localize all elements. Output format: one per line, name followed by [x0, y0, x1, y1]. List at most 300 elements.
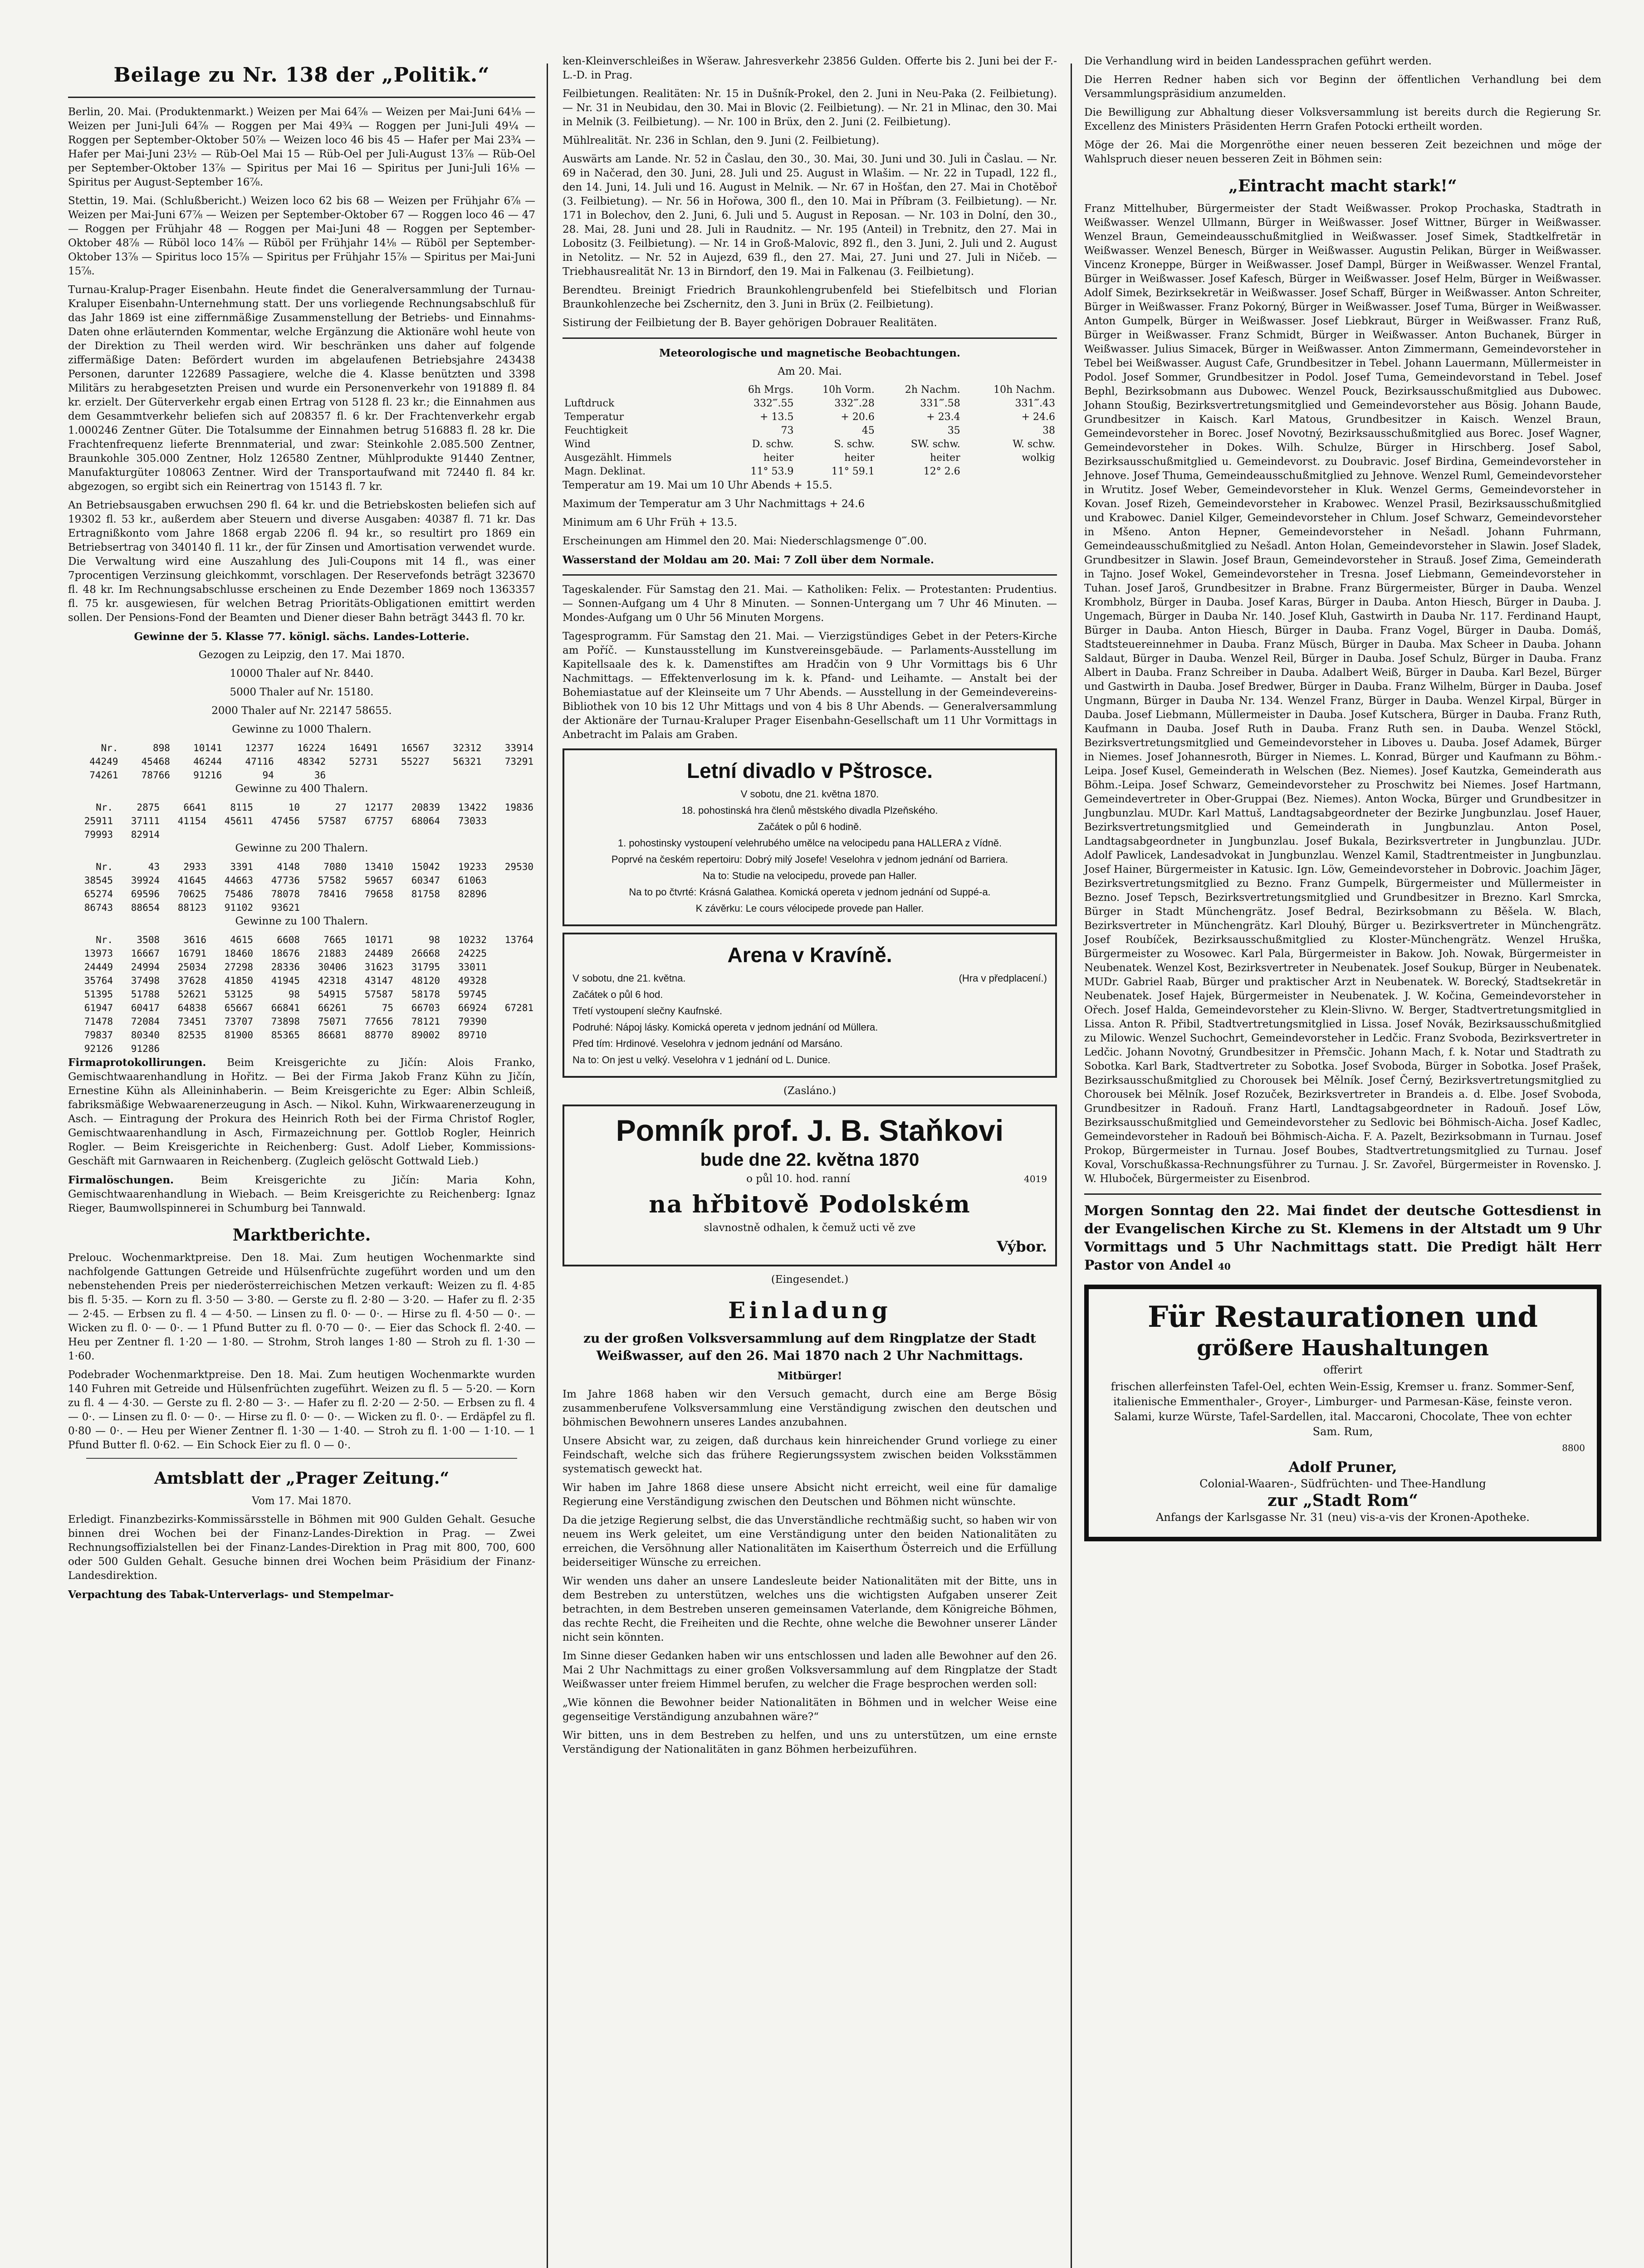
table-cell: 24994: [131, 962, 160, 973]
table-cell: 25034: [177, 962, 206, 973]
table-cell: 33914: [504, 743, 533, 753]
zaslano-label: (Zasláno.): [783, 1085, 837, 1097]
table-cell: 25911: [84, 816, 113, 826]
table-cell: 78078: [271, 889, 300, 899]
amtsblatt-end: Verpachtung des Tabak-Unterverlags- und Stempelmar-: [68, 1589, 394, 1601]
rural-auctions: Auswärts am Lande. Nr. 52 in Časlau, den 30., 30. Mai, 30. Juni und 30. Juli in Časlau. — Nr. 69 in Načerad, den 30. Juni, 28. Juli und 25. August in Wlašim. — Nr. 22 in Tupadl, 122 fl., den 14. Juni, 14. Juli und 16. August in Melnik. — Nr. 67 in Hošťan, den 27. Mai in Chotěboř (3. Feilbietung). — Nr. 56 in Hořowa, 300 fl., den 10. Mai in Příbram (3. Feilbietung). — Nr. 171 in Bolechov, den 2. Juni, 6. Juli und 5. August in Reposan. — Nr. 103 in Dolní, den 30., 28. Mai, 28. Juni und 28. Juli in Raudnitz. — Nr. 195 (Anteil) in Trebnitz, den 27. Mai in Lobositz (3. Feilbietung). — Nr. 14 in Groß-Malovic, 892 fl., den 3. Juni, 2. Juli und 2. August in Netolitz. — Nr. 52 in Aujezd, 639 fl., den 27. Mai, 27. Juni und 27. Juli in Ničeb. — Triebhausrealität Nr. 13 in Birndorf, den 19. Mai in Falkenau (3. Feilbietung).: [563, 153, 1057, 278]
table-cell: 16224: [297, 743, 326, 753]
table-cell: 79390: [458, 1016, 487, 1027]
table-cell: 45611: [224, 816, 253, 826]
table-cell: 79993: [84, 829, 113, 840]
market-prelouc: Prelouc. Wochenmarktpreise. Den 18. Mai. Zum heutigen Wochenmarkte sind nachfolgende Gattungen Getreide und Hülsenfrüchte zugeführt worden und um den nebenstehenden Preis per niederösterreichischen Metzen verkauft: Weizen zu fl. 4·85 bis fl. 5·35. — Korn zu fl. 3·50 — 3·80. — Gerste zu fl. 2·80 — 3·20. — Hafer zu fl. 2·35 — 2·45. — Erbsen zu fl. 4 — 4·50. — Linsen zu fl. 0· — 0·. — Hirse zu fl. 4·50 — 0·. — Wicken zu fl. 0· — 0·. — 1 Pfund Butter zu fl. 0·70 — 0·. — Eier das Schock fl. 2·40. — Heu per Zentner fl. 1·20 — 1·80. — Strohm, Stroh langes 1·80 — Stroh zu fl. 1·30 — 1·60.: [68, 1252, 535, 1362]
mine-auction: Berendteu. Breinigt Friedrich Braunkohlengrubenfeld bei Stiefelbitsch und Florian Braunkohlenzeche bei Zschernitz, den 3. Juni in Brüx (2. Feilbietung).: [563, 284, 1057, 310]
table-cell: 10171: [364, 934, 393, 945]
table-cell: 82914: [131, 829, 160, 840]
restaurant-supplies-ad: [1084, 1285, 1601, 1541]
amtsblatt-heading: Amtsblatt der „Prager Zeitung.“: [154, 1469, 450, 1488]
lottery-numbers-table: [68, 860, 535, 914]
invitation-title: Einladung: [728, 1297, 891, 1324]
eingesendet-label: (Eingesendet.): [771, 1274, 849, 1286]
market-podebrady: Podebrader Wochenmarktpreise. Den 18. Mai. Zum heutigen Wochenmarkte wurden 140 Fuhren mit Getreide und Hülsenfrüchten zugeführt. Weizen zu fl. 5 — 5·20. — Korn zu fl. 4 — 4·30. — Gerste zu fl. 2·80 — 3·. — Hafer zu fl. 2·20 — 2·50. — Erbsen zu fl. 4 — 0·. — Linsen zu fl. 0· — 0·. — Hirse zu fl. 0· — 0·. — Wicken zu fl. 0·. — Erdäpfel zu fl. 0·80 — 0·. — Heu per Wiener Zentner fl. 1·30 — 1·40. — Stroh zu fl. 1·00 — 1·10. — 1 Pfund Butter fl. 0·62. — Ein Schock Eier zu fl. 0 — 0·.: [68, 1369, 535, 1451]
invitation-paragraph: Im Sinne dieser Gedanken haben wir uns entschlossen und laden alle Bewohner auf den 26. Mai 2 Uhr Nachmittags zu einer großen Volksversammlung auf dem Ringplatze der Stadt Weißwasser unter freiem Himmel berufen, zu welcher die Frage besprochen werden soll:: [563, 1650, 1057, 1690]
table-cell: 37498: [131, 975, 160, 986]
table-cell: Feuchtigkeit: [564, 425, 628, 436]
table-cell: 75: [382, 1002, 393, 1013]
table-cell: Ausgezählt. Himmels: [564, 452, 672, 464]
table-cell: 88123: [177, 902, 206, 913]
table-cell: 16667: [131, 948, 160, 959]
table-cell: 2933: [183, 861, 206, 872]
invitation-paragraph: Wir bitten, uns in dem Bestreben zu helfen, und uns zu unterstützen, um eine ernste Verständigung der Nationalitäten in ganz Böhmen herbeizuführen.: [563, 1730, 1057, 1755]
table-cell: 67281: [504, 1002, 533, 1013]
table-row: [68, 987, 535, 1001]
table-cell: wolkig: [1022, 452, 1055, 464]
theatre-date: [572, 972, 1047, 985]
lottery-main-prizes: [68, 667, 535, 718]
railway-report: Turnau-Kralup-Prager Eisenbahn. Heute findet die Generalversammlung der Turnau-Kraluper Eisenbahn-Unternehmung statt. Der uns vorliegende Rechnungsabschluß für das Jahr 1869 ist eine ziffernmäßige Zusammenstellung der Betriebs- und Einnahms-Daten ohne erläuternden Kommentar, welche Ergänzung die Aktionäre wohl heute von der Direktion zu Theil werden wird. Wir beschränken uns daher auf folgende ziffermäßige Daten: Befördert wurden im abgelaufenen Betriebsjahre 243438 Personen, darunter 122689 Passagiere, welche die 4. Klasse benützten und 3398 Militärs zu herabgesetzten Preisen und wurde ein Personenverkehr von 191889 fl. 84 kr. erzielt. Der Güterverkehr ergab einen Ertrag von 5128 fl. 23 kr.; die Einnahmen aus dem Gesammtverkehr beliefen sich auf 208357 fl. 6 kr. Der Frachtenverkehr ergab 1.000246 Zentner Güter. Die Totalsumme der Einnahmen betrug 516883 fl. 28 kr. Die Frachtenfrequenz lieferte Brennmaterial, und zwar: Steinkohle 2.085.500 Zentner, Braunkohle 305.000 Zentner, Holz 126580 Zentner, Mühlprodukte 91440 Zentner, Manufakturgüter 108063 Zentner. Wird der Transportaufwand mit 72440 fl. 84 kr. abgezogen, so ergibt sich ein Reinertrag von 15143 fl. 7 kr.: [68, 284, 535, 493]
table-cell: 10232: [458, 934, 487, 945]
table-cell: 58178: [411, 989, 440, 1000]
table-cell: 12377: [245, 743, 274, 753]
lottery-prize-groups: [68, 723, 535, 1056]
lottery-main-prize: 10000 Thaler auf Nr. 8440.: [230, 668, 374, 679]
table-cell: 60417: [131, 1002, 160, 1013]
table-row: [68, 1028, 535, 1042]
table-cell: 2875: [137, 802, 160, 813]
table-cell: 19233: [458, 861, 487, 872]
column-separator: [1071, 64, 1072, 2268]
header-rule: [68, 97, 535, 98]
ad-subtitle: größere Haushaltungen: [1197, 1335, 1489, 1361]
ad-merchant-sign: zur „Stadt Rom“: [1267, 1491, 1418, 1510]
firm-registrations-title: Firmaprotokollirungen.: [68, 1056, 206, 1069]
table-cell: 86743: [84, 902, 113, 913]
table-row: [563, 424, 1057, 438]
table-row: [563, 397, 1057, 411]
table-cell: 85365: [271, 1030, 300, 1041]
table-cell: 59745: [458, 989, 487, 1000]
invitation-language-note: Die Verhandlung wird in beiden Landessprachen geführt werden.: [1084, 55, 1432, 67]
table-cell: 19836: [504, 802, 533, 813]
table-cell: 43: [148, 861, 160, 872]
table-cell: 94: [262, 770, 274, 781]
table-cell: heiter: [763, 452, 794, 464]
table-cell: 36: [314, 770, 326, 781]
table-cell: 33011: [458, 962, 487, 973]
table-cell: 73291: [504, 756, 533, 767]
table-cell: 59657: [364, 875, 393, 886]
table-cell: 52621: [177, 989, 206, 1000]
table-cell: 70625: [177, 889, 206, 899]
market-reports-heading: Marktberichte.: [232, 1226, 371, 1245]
auctions: Feilbietungen. Realitäten: Nr. 15 in Dušník-Prokel, den 2. Juni in Neu-Paka (2. Feilbietung). — Nr. 31 in Neubidau, den 30. Mai in Blovic (2. Feilbietung). — Nr. 21 in Mlinac, den 30. Mai in Melnik (3. Feilbietung). — Nr. 100 in Brüx, den 2. Juni (2. Feilbietung).: [563, 88, 1057, 128]
table-cell: Nr.: [96, 861, 113, 872]
weather-note: Minimum am 6 Uhr Früh + 13.5.: [563, 517, 738, 528]
table-cell: + 24.6: [1021, 411, 1055, 423]
monument-date: bude dne 22. května 1870: [700, 1150, 920, 1170]
weather-table: [563, 383, 1057, 479]
table-cell: 91102: [224, 902, 253, 913]
table-cell: 35: [947, 425, 960, 436]
table-cell: 80340: [131, 1030, 160, 1041]
table-cell: 73: [781, 425, 794, 436]
table-cell: 13410: [364, 861, 393, 872]
table-cell: 52731: [349, 756, 378, 767]
table-cell: [255, 828, 302, 841]
table-cell: 42318: [318, 975, 347, 986]
ad-title: Für Restaurationen und: [1148, 1300, 1538, 1334]
weather-note: Temperatur am 19. Mai um 10 Uhr Abends + 15.5.: [563, 479, 832, 491]
invitation-headline: zu der großen Volksversammlung auf dem Ringplatze der Stadt Weißwasser, auf den 26. Mai 1870 nach 2 Uhr Nachmittags.: [583, 1331, 1036, 1363]
table-cell: 46244: [193, 756, 222, 767]
table-cell: 81900: [224, 1030, 253, 1041]
table-cell: 51395: [84, 989, 113, 1000]
table-cell: 48120: [411, 975, 440, 986]
theatre-line: 1. pohostinsky vystoupení velehrubého umělce na velocipedu pana HALLERA z Vídně.: [617, 837, 1002, 849]
table-cell: Nr.: [101, 743, 118, 753]
ad-merchant-name: Adolf Pruner,: [1288, 1458, 1397, 1476]
newspaper-page: [68, 54, 1601, 2268]
table-cell: + 23.4: [926, 411, 960, 423]
weather-note: Maximum der Temperatur am 3 Uhr Nachmittags + 24.6: [563, 498, 865, 510]
table-cell: [302, 901, 348, 914]
table-cell: 77656: [364, 1016, 393, 1027]
table-cell: + 13.5: [760, 411, 794, 423]
table-cell: 91216: [193, 770, 222, 781]
table-cell: [208, 1042, 255, 1056]
monument-time: [572, 1172, 1047, 1186]
weather-column-header: 10h Nachm.: [993, 384, 1055, 396]
table-cell: 82896: [458, 889, 487, 899]
table-cell: 41154: [177, 816, 206, 826]
table-row: [68, 768, 535, 782]
table-cell: 49328: [458, 975, 487, 986]
table-cell: 6641: [183, 802, 206, 813]
table-cell: 81758: [411, 889, 440, 899]
table-cell: Nr.: [96, 802, 113, 813]
section-rule: [563, 337, 1057, 339]
theatre-line: Před tím: Hrdinové. Veselohra v jednom jednání od Marsáno.: [572, 1038, 843, 1049]
table-cell: 48342: [297, 756, 326, 767]
table-row: [68, 828, 535, 841]
table-cell: 53125: [224, 989, 253, 1000]
invitation-body: [563, 1388, 1057, 1757]
day-calendar: Tageskalender. Für Samstag den 21. Mai. — Katholiken: Felix. — Protestanten: Prudentius. — Sonnen-Aufgang um 4 Uhr 8 Minuten. — Sonnen-Untergang um 7 Uhr 46 Minuten. — Mondes-Aufgang um 0 Uhr 56 Minuten Morgens.: [563, 584, 1057, 624]
table-cell: [395, 901, 442, 914]
table-cell: 35764: [84, 975, 113, 986]
table-cell: 332‴.28: [834, 398, 875, 409]
table-cell: [395, 828, 442, 841]
weather-note: Erscheinungen am Himmel den 20. Mai: Niederschlagsmenge 0‴.00.: [563, 535, 927, 547]
table-cell: 73898: [271, 1016, 300, 1027]
table-cell: 3508: [137, 934, 160, 945]
table-cell: 98: [288, 989, 300, 1000]
invitation-paragraph: Da die jetzige Regierung selbst, die das Unverständliche rechtmäßig sucht, so haben wir von neuem ins Werk geleitet, um eine Verständigung unter den beiden Nationalitäten zu erreichen, die Versöhnung aller Nationalitäten im Kaiserthum Österreich und die Erfüllung beiderseitiger Wünsche zu erreichen.: [563, 1515, 1057, 1569]
table-cell: 57587: [318, 816, 347, 826]
table-cell: 37628: [177, 975, 206, 986]
section-rule: [86, 1458, 517, 1459]
table-cell: 41645: [177, 875, 206, 886]
table-cell: 39924: [131, 875, 160, 886]
table-cell: 66261: [318, 1002, 347, 1013]
table-cell: 61947: [84, 1002, 113, 1013]
table-cell: 332‴.55: [754, 398, 794, 409]
table-cell: 44249: [89, 756, 118, 767]
lottery-main-prize: 2000 Thaler auf Nr. 22147 58655.: [211, 705, 392, 717]
table-cell: 66703: [411, 1002, 440, 1013]
table-cell: 15042: [411, 861, 440, 872]
table-cell: 18676: [271, 948, 300, 959]
table-cell: 78121: [411, 1016, 440, 1027]
table-cell: 54915: [318, 989, 347, 1000]
theatre-title: Letní divadlo v Pštrosce.: [687, 759, 933, 782]
table-cell: 45: [861, 425, 875, 436]
page-header-title: Beilage zu Nr. 138 der „Politik.“: [113, 64, 490, 87]
invitation-permission-note: Die Bewilligung zur Abhaltung dieser Volksversammlung ist bereits durch die Regierung Sr. Excellenz des Ministers Präsidenten Herrn Grafen Potocki ertheilt worden.: [1084, 107, 1601, 132]
table-cell: 78416: [318, 889, 347, 899]
mill-auction: Mühlrealität. Nr. 236 in Schlan, den 9. Juni (2. Feilbietung).: [563, 135, 880, 147]
table-cell: 56321: [453, 756, 482, 767]
table-row: [68, 960, 535, 974]
table-row: [68, 860, 535, 874]
auction-suspension: Sistirung der Feilbietung der B. Bayer gehörigen Dobrauer Realitäten.: [563, 317, 937, 329]
ad-number: 8800: [1562, 1442, 1585, 1453]
lottery-main-prize: 5000 Thaler auf Nr. 15180.: [230, 686, 374, 698]
table-row: [68, 755, 535, 768]
table-cell: 37111: [131, 816, 160, 826]
lottery-title: Gewinne der 5. Klasse 77. königl. sächs. Landes-Lotterie.: [134, 631, 470, 643]
table-cell: 31623: [364, 962, 393, 973]
invitation-motto: „Eintracht macht stark!“: [1228, 176, 1457, 196]
table-cell: [302, 1042, 348, 1056]
invitation-salutation: Mitbürger!: [777, 1370, 842, 1382]
lottery-group-label: Gewinne zu 1000 Thalern.: [232, 723, 372, 735]
lottery-group-label: Gewinne zu 400 Thalern.: [235, 783, 368, 795]
table-cell: 79837: [84, 1030, 113, 1041]
table-cell: 11° 53.9: [750, 466, 794, 477]
table-cell: 7080: [323, 861, 347, 872]
table-cell: 89002: [411, 1030, 440, 1041]
table-cell: Wind: [564, 439, 591, 450]
table-cell: 27298: [224, 962, 253, 973]
weather-date: Am 20. Mai.: [778, 366, 842, 377]
table-cell: [208, 828, 255, 841]
ad-text: frischen allerfeinsten Tafel-Oel, echten Wein-Essig, Kremser u. franz. Sommer-Senf, italienische Emmenthaler-, Groyer-, Limburger- und Parmesan-Käse, feinste veron. Salami, kurze Würste, Tafel-Sardellen, ital. Maccaroni, Chocolate, Thee von echter Sam. Rum,: [1111, 1380, 1575, 1438]
table-cell: 89710: [458, 1030, 487, 1041]
table-cell: [328, 768, 379, 782]
table-cell: 21883: [318, 948, 347, 959]
table-cell: 10: [288, 802, 300, 813]
monument-signature: Výbor.: [997, 1238, 1047, 1255]
theatre-line: Třetí vystoupení slečny Kaufnské.: [572, 1005, 723, 1017]
table-cell: 44663: [224, 875, 253, 886]
column-3: [1084, 54, 1601, 1541]
table-row: [563, 438, 1057, 451]
table-cell: 331‴.58: [920, 398, 960, 409]
table-cell: Temperatur: [564, 411, 624, 423]
table-cell: 47736: [271, 875, 300, 886]
lottery-numbers-table: [68, 741, 535, 782]
ad-number: 40: [1218, 1261, 1231, 1272]
table-row: [68, 801, 535, 814]
table-cell: 86681: [318, 1030, 347, 1041]
table-cell: [348, 828, 395, 841]
lottery-subtitle: Gezogen zu Leipzig, den 17. Mai 1870.: [198, 649, 405, 661]
table-cell: 98: [428, 934, 440, 945]
lottery-group-label: Gewinne zu 200 Thalern.: [235, 842, 368, 854]
invitation-speakers-note: Die Herren Redner haben sich vor Beginn der öffentlichen Verhandlung bei dem Versammlungspräsidium anzumelden.: [1084, 74, 1601, 100]
invitation-closing: Möge der 26. Mai die Morgenröthe einer neuen besseren Zeit bezeichnen und möge der Wahlspruch dieser neuen besseren Zeit in Böhmen sein:: [1084, 139, 1601, 165]
church-service-notice: [1084, 1202, 1601, 1276]
table-cell: [161, 828, 208, 841]
table-cell: 38545: [84, 875, 113, 886]
table-cell: 38: [1042, 425, 1055, 436]
table-row: [68, 1001, 535, 1015]
theatre-line: 18. pohostinská hra členů městského divadla Plzeňského.: [681, 805, 938, 816]
table-cell: 71478: [84, 1016, 113, 1027]
table-cell: [380, 768, 431, 782]
lottery-numbers-table: [68, 801, 535, 841]
table-cell: 60347: [411, 875, 440, 886]
table-cell: 16791: [177, 948, 206, 959]
table-cell: [348, 901, 395, 914]
table-cell: 31795: [411, 962, 440, 973]
table-cell: 73707: [224, 1016, 253, 1027]
monument-title: Pomník prof. J. B. Staňkovi: [616, 1114, 1004, 1147]
table-cell: 73451: [177, 1016, 206, 1027]
table-cell: 88770: [364, 1030, 393, 1041]
theatre-title: Arena v Kravíně.: [727, 943, 892, 967]
table-row: [68, 974, 535, 987]
theatre-line: Začátek o půl 6 hodině.: [758, 821, 862, 832]
theatre-line: Na to: On jest u velký. Veselohra v 1 jednání od L. Dunice.: [572, 1054, 831, 1066]
day-program: Tagesprogramm. Für Samstag den 21. Mai. — Vierzigstündiges Gebet in der Peters-Kirche am Poříč. — Kunstausstellung im Kunstvereinsgebäude. — Parlaments-Ausstellung im Kapitellsaale des k. k. Damenstiftes am Hradčin von 9 Uhr Vormittags bis 6 Uhr Nachmittags. — Effektenverlosung im k. k. Pfand- und Leihamte. — Anstalt bei der Bohemiastatue auf der Kleinseite um 7 Uhr Abends. — Ausstellung in der Gemeindevereins-Bibliothek von 10 bis 12 Uhr Mittags und von 4 bis 8 Uhr Abends. — Generalversammlung der Aktionäre der Turnau-Kraluper Prager Eisenbahn-Gesellschaft um 11 Uhr Vormittags in Anbetracht im Palais am Graben.: [563, 631, 1057, 741]
lottery-group-label: Gewinne zu 100 Thalern.: [235, 915, 368, 927]
invitation-paragraph: Wir wenden uns daher an unsere Landesleute beider Nationalitäten mit der Bitte, uns in dem Bestreben zu unterstützen, welches uns die wichtigsten Aufgaben unserer Zeit betrachten, in dem Bestreben unseren gemeinsamen Vaterlande, dem Königreiche Böhmen, das rechte Recht, die Freiheiten und die Rechte, ohne welche die Bewohner unserer Länder nicht sein könnten.: [563, 1575, 1057, 1643]
tabak-offer: ken-Kleinverschleißes in Wšeraw. Jahresverkehr 23856 Gulden. Offerte bis 2. Juni bei der F.-L.-D. in Prag.: [563, 55, 1057, 81]
theatre-line: Na to: Studie na velocipedu, provede pan Haller.: [702, 870, 917, 881]
table-cell: 64838: [177, 1002, 206, 1013]
table-cell: Luftdruck: [564, 398, 615, 409]
weather-column-header: 2h Nachm.: [905, 384, 960, 396]
market-report-stettin: Stettin, 19. Mai. (Schlußbericht.) Weizen loco 62 bis 68 — Weizen per Frühjahr 6⅞ — Weizen per Mai-Juni 67⅞ — Weizen per September-Oktober 67 — Roggen loco 46 — 47 — Roggen per Frühjahr 48 — Roggen per Mai-Juni 48 — Roggen per September-Oktober 48⅞ — Rüböl loco 14⅞ — Rüböl per Frühjahr 14⅛ — Rüböl per September-Oktober 13⅞ — Spiritus loco 15⅞ — Spiritus per Frühjahr 15⅞ — Spiritus per Mai-Juni 15⅞.: [68, 195, 535, 277]
table-cell: 73033: [458, 816, 487, 826]
monument-line: slavnostně odhalen, k čemuž ucti vě zve: [704, 1222, 916, 1234]
weather-column-header: 10h Vorm.: [822, 384, 875, 396]
table-cell: [484, 768, 536, 782]
table-cell: 93621: [271, 902, 300, 913]
section-rule: [563, 574, 1057, 576]
table-cell: 68064: [411, 816, 440, 826]
table-cell: 78766: [141, 770, 170, 781]
railway-report-continued: An Betriebsausgaben erwuchsen 290 fl. 64 kr. und die Betriebskosten beliefen sich auf 19302 fl. 53 kr., außerdem aber Steuern und diverse Ausgaben: 40387 fl. 71 kr. Das Ertragnißkonto vom Jahre 1868 ergab 2206 fl. 94 kr., so resultirt pro 1869 ein Betriebsertrag von 340140 fl. 11 kr., der für Zinsen und Amortisation verwendet wurde. Die Verwaltung wird eine Auszahlung des Juli-Coupons mit 14 fl., was einer 7procentigen Verzinsung gleichkommt, vorschlagen. Der Reservefonds beträgt 323670 fl. 48 kr. Im Rechnungsabschlusse erscheinen zu Ende Dezember 1869 noch 1363357 fl. 75 kr. ausgewiesen, für welchen Betrag Prioritäts-Obligationen emittirt werden sollen. Der Pensions-Fond der Beamten und Diener dieser Bahn beträgt 3443 fl. 70 kr.: [68, 499, 535, 624]
theatre-note: (Hra v předplacení.): [959, 973, 1047, 984]
theatre-line: Začátek o půl 6 hod.: [572, 989, 663, 1000]
table-cell: 3616: [183, 934, 206, 945]
table-row: [68, 901, 535, 914]
table-cell: 66924: [458, 1002, 487, 1013]
table-cell: 4615: [230, 934, 253, 945]
invitation-paragraph: Im Jahre 1868 haben wir den Versuch gemacht, durch eine am Berge Bösig zusammenberufene Volksversammlung eine Verständigung zwischen den deutschen und böhmischen Bewohnern unseres Landes anzubahnen.: [563, 1388, 1057, 1428]
table-cell: 41850: [224, 975, 253, 986]
table-row: [68, 947, 535, 960]
theatre-line: Podruhé: Nápoj lásky. Komická opereta v jednom jednání od Müllera.: [572, 1022, 878, 1033]
table-cell: [442, 1042, 489, 1056]
table-cell: 30406: [318, 962, 347, 973]
table-cell: 75486: [224, 889, 253, 899]
table-cell: [442, 828, 489, 841]
table-cell: [255, 1042, 302, 1056]
amtsblatt-text: Erledigt. Finanzbezirks-Kommissärsstelle in Böhmen mit 900 Gulden Gehalt. Gesuche binnen drei Wochen bei der Finanz-Landes-Direktion in Prag. — Zwei Rechnungsoffizialstellen bei der Finanz-Landes-Direktion in Prag mit 800, 700, 600 oder 500 Gulden Gehalt. Gesuche binnen drei Wochen beim Präsidium der Finanz-Landesdirektion.: [68, 1514, 535, 1582]
table-cell: [962, 465, 1057, 479]
table-cell: 13973: [84, 948, 113, 959]
table-cell: Magn. Deklinat.: [564, 466, 646, 477]
firm-deletions-text: Beim Kreisgerichte zu Jičín: Maria Kohn, Gemischtwaarenhandlung in Wiebach. — Beim Kreisgerichte zu Reichenberg: Ignaz Rieger, Baumwollspinnerei in Schumburg bei Tannwald.: [68, 1174, 536, 1214]
monument-ad: [563, 1105, 1057, 1266]
table-cell: [395, 1042, 442, 1056]
table-cell: 57587: [364, 989, 393, 1000]
firm-deletions: [68, 1173, 535, 1216]
firm-registrations-text: Beim Kreisgerichte zu Jičín: Alois Franko, Gemischtwaarenhandlung in Hořitz. — Bei der Firma Jakob Franz Kühn zu Jičín, Ernestine Kühn als Alleininhaberin. — Beim Kreisgerichte zu Eger: Albin Schleiß, fabriksmäßige Webwaarenerzeugung in Asch. — Nikol. Kuhn, Wirkwaarenerzeugung in Asch. — Eintragung der Prokura des Heinrich Roth bei der Firma Christof Rogler, Gemischtwaarenhandlung in Asch, Firmazeichnung per. Gottlob Rogler, Heinrich Rogler. — Beim Kreisgerichte in Reichenberg: Gust. Adolf Lieber, Kommissions-Geschäft mit Garnwaaren in Reichenberg. (Zugleich gelöscht Gottwald Lieb.): [68, 1057, 535, 1167]
table-cell: 13764: [504, 934, 533, 945]
theatre-date: V sobotu, dne 21. května 1870.: [740, 788, 879, 800]
table-cell: 11° 59.1: [831, 466, 875, 477]
table-row: [563, 451, 1057, 465]
table-cell: [161, 1042, 208, 1056]
table-cell: 24449: [84, 962, 113, 973]
table-cell: 13422: [458, 802, 487, 813]
table-row: [68, 874, 535, 887]
table-row: [68, 1042, 535, 1056]
table-cell: 43147: [364, 975, 393, 986]
table-cell: 47456: [271, 816, 300, 826]
column-1: [68, 54, 535, 1606]
table-cell: 47116: [245, 756, 274, 767]
table-cell: 55227: [401, 756, 430, 767]
table-cell: 24489: [364, 948, 393, 959]
table-cell: 26668: [411, 948, 440, 959]
table-row: [563, 465, 1057, 479]
ad-number: 4019: [1024, 1173, 1047, 1184]
column-2: [563, 54, 1057, 1761]
table-row: [68, 814, 535, 828]
table-row: [68, 1015, 535, 1028]
table-cell: 18460: [224, 948, 253, 959]
table-cell: heiter: [930, 452, 960, 464]
theatre-line: K závěrku: Le cours vélocipede provede pan Haller.: [695, 903, 924, 914]
table-cell: [302, 828, 348, 841]
weather-column-header: 6h Mrgs.: [748, 384, 794, 396]
table-cell: 65667: [224, 1002, 253, 1013]
table-cell: 61063: [458, 875, 487, 886]
column-separator: [547, 64, 548, 2268]
table-cell: 67757: [364, 816, 393, 826]
theatre-ad-kravin: [563, 933, 1057, 1078]
table-cell: 72084: [131, 1016, 160, 1027]
ad-merchant-firm: Colonial-Waaren-, Südfrüchten- und Thee-Handlung: [1199, 1477, 1486, 1490]
table-cell: W. schw.: [1013, 439, 1055, 450]
weather-title: Meteorologische und magnetische Beobachtungen.: [659, 347, 960, 359]
table-cell: 12177: [364, 802, 393, 813]
table-cell: [442, 901, 489, 914]
table-cell: 32312: [453, 743, 482, 753]
table-cell: 92126: [84, 1043, 113, 1054]
amtsblatt-date: Vom 17. Mai 1870.: [252, 1495, 352, 1507]
table-cell: 3391: [230, 861, 253, 872]
ad-address: Anfangs der Karlsgasse Nr. 31 (neu) vis-a-vis der Kronen-Apotheke.: [1156, 1511, 1530, 1524]
table-cell: 91286: [131, 1043, 160, 1054]
table-cell: 82535: [177, 1030, 206, 1041]
